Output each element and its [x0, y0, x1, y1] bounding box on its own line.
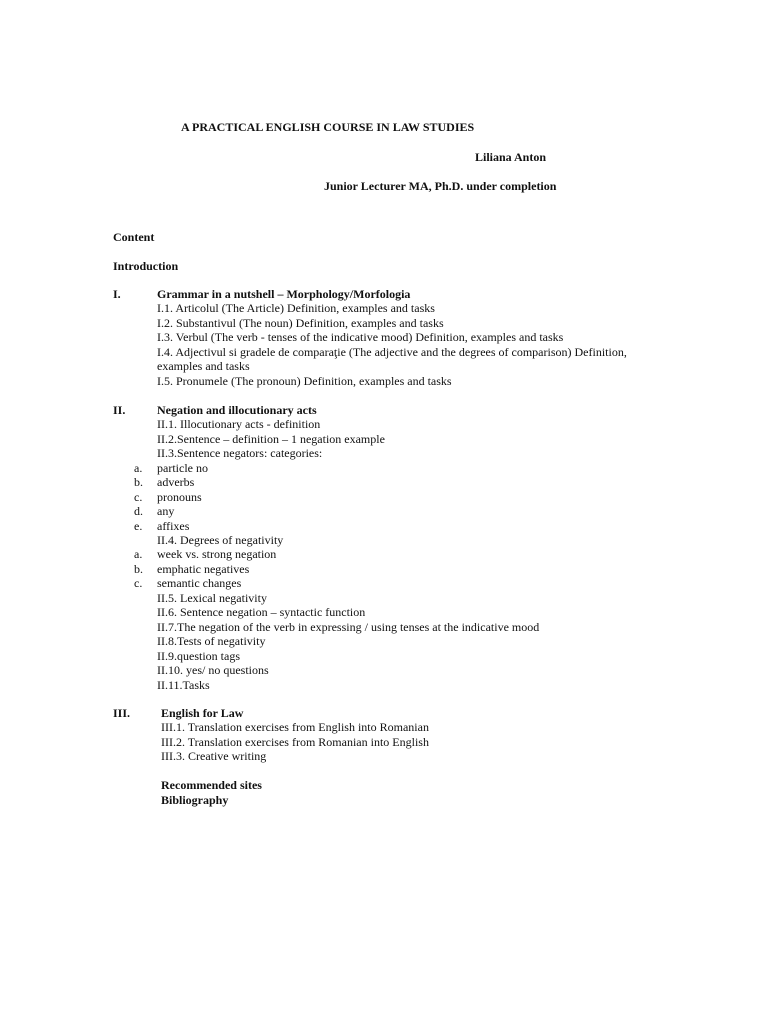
recommended-sites: Recommended sites: [161, 778, 262, 792]
list-label: b.: [134, 562, 143, 576]
section-title: Negation and illocutionary acts: [157, 403, 317, 417]
section-item: I.4. Adjectivul si gradele de comparaţie (The adjective and the degrees of comparison) Definition,: [157, 345, 627, 359]
section-item: II.3.Sentence negators: categories:: [157, 446, 323, 460]
section-title: Grammar in a nutshell – Morphology/Morfologia: [157, 287, 411, 301]
author-name: Liliana Anton: [475, 150, 547, 164]
section-item: II.6. Sentence negation – syntactic function: [157, 605, 366, 619]
document-title: A PRACTICAL ENGLISH COURSE IN LAW STUDIES: [181, 120, 475, 134]
section-item: II.1. Illocutionary acts - definition: [157, 417, 321, 431]
list-label: c.: [134, 576, 143, 590]
section-item: I.1. Articolul (The Article) Definition, examples and tasks: [157, 301, 435, 315]
section-numeral: II.: [113, 403, 126, 417]
section-item: II.8.Tests of negativity: [157, 634, 266, 648]
list-label: c.: [134, 490, 143, 504]
list-item: affixes: [157, 519, 190, 533]
list-item: pronouns: [157, 490, 202, 504]
section-item: II.4. Degrees of negativity: [157, 533, 284, 547]
section-numeral: I.: [113, 287, 121, 301]
section-item: III.2. Translation exercises from Romanian into English: [161, 735, 429, 749]
section-item: II.9.question tags: [157, 649, 240, 663]
section-item: III.3. Creative writing: [161, 749, 267, 763]
section-title: English for Law: [161, 706, 244, 720]
section-item: II.11.Tasks: [157, 678, 210, 692]
section-item: II.10. yes/ no questions: [157, 663, 269, 677]
list-label: e.: [134, 519, 143, 533]
section-item: II.5. Lexical negativity: [157, 591, 267, 605]
introduction-heading: Introduction: [113, 259, 179, 273]
author-position: Junior Lecturer MA, Ph.D. under completion: [324, 179, 557, 193]
content-heading: Content: [113, 230, 155, 244]
section-item: I.3. Verbul (The verb - tenses of the indicative mood) Definition, examples and tasks: [157, 330, 564, 344]
section-item: examples and tasks: [157, 359, 250, 373]
list-label: b.: [134, 475, 143, 489]
bibliography: Bibliography: [161, 793, 229, 807]
section-item: II.7.The negation of the verb in expressing / using tenses at the indicative mood: [157, 620, 540, 634]
list-label: a.: [134, 547, 143, 561]
list-item: adverbs: [157, 475, 195, 489]
section-item: II.2.Sentence – definition – 1 negation example: [157, 432, 385, 446]
list-item: any: [157, 504, 175, 518]
list-item: semantic changes: [157, 576, 242, 590]
list-label: d.: [134, 504, 143, 518]
section-item: I.2. Substantivul (The noun) Definition, examples and tasks: [157, 316, 444, 330]
section-numeral: III.: [113, 706, 131, 720]
list-label: a.: [134, 461, 143, 475]
section-item: I.5. Pronumele (The pronoun) Definition, examples and tasks: [157, 374, 452, 388]
list-item: emphatic negatives: [157, 562, 250, 576]
list-item: week vs. strong negation: [157, 547, 277, 561]
section-item: III.1. Translation exercises from English into Romanian: [161, 720, 429, 734]
list-item: particle no: [157, 461, 208, 475]
